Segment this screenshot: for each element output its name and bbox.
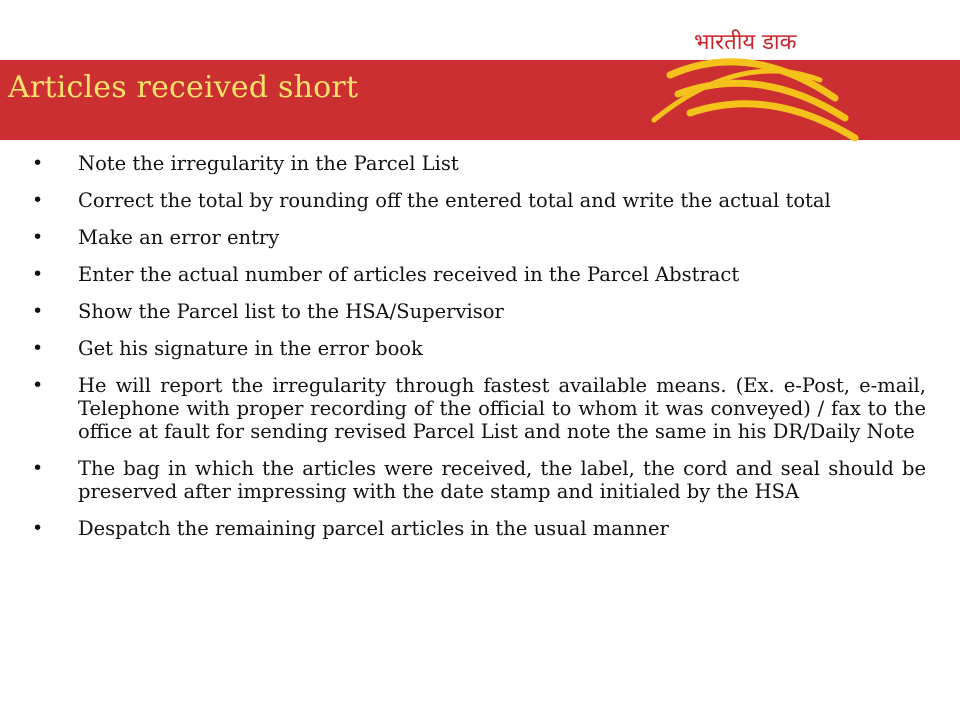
slide-title: Articles received short bbox=[8, 70, 359, 105]
bullet-icon: • bbox=[32, 300, 44, 322]
list-item: • Show the Parcel list to the HSA/Supervisor bbox=[32, 300, 504, 323]
list-item: • Make an error entry bbox=[32, 226, 280, 249]
bullet-icon: • bbox=[32, 263, 44, 285]
list-item: • He will report the irregularity through fastest available means. (Ex. e-Post, e-mail, Telephone with proper recording of the official to whom it was conveyed) / fax to the office at fault for sending revised Parcel List and note the same in his DR/Daily Note bbox=[32, 374, 926, 443]
bullet-icon: • bbox=[32, 337, 44, 359]
india-post-logo bbox=[650, 20, 890, 150]
list-item: • The bag in which the articles were received, the label, the cord and seal should be preserved after impressing with the date stamp and initialed by the HSA bbox=[32, 457, 926, 503]
bullet-list bbox=[28, 152, 926, 554]
list-item: • Enter the actual number of articles received in the Parcel Abstract bbox=[32, 263, 740, 286]
list-item: • Correct the total by rounding off the entered total and write the actual total bbox=[32, 189, 831, 212]
bullet-icon: • bbox=[32, 374, 44, 396]
list-item: • Get his signature in the error book bbox=[32, 337, 423, 360]
bullet-icon: • bbox=[32, 226, 44, 248]
list-item: • Despatch the remaining parcel articles in the usual manner bbox=[32, 517, 669, 540]
bullet-icon: • bbox=[32, 517, 44, 539]
bullet-icon: • bbox=[32, 189, 44, 211]
list-item: • Note the irregularity in the Parcel List bbox=[32, 152, 459, 175]
logo-text: भारतीय डाक bbox=[694, 30, 797, 55]
bullet-icon: • bbox=[32, 457, 44, 479]
bullet-icon: • bbox=[32, 152, 44, 174]
